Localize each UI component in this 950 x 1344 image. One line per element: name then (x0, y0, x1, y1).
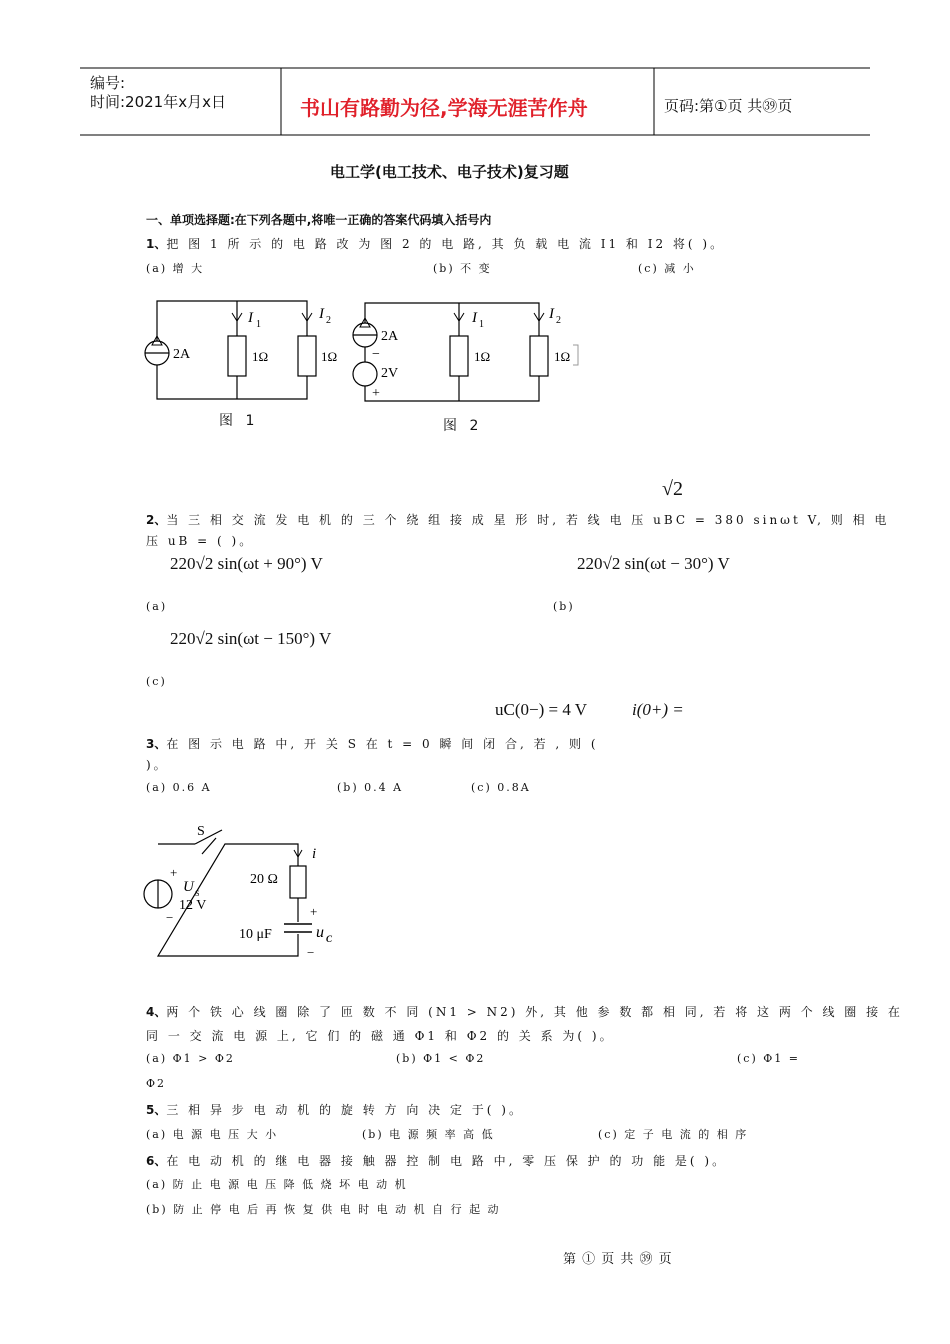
q2-text (146, 511, 889, 528)
q1-figure-1 (140, 295, 350, 405)
q2-number: 2、 (146, 513, 167, 527)
q6-number: 6、 (146, 1154, 167, 1168)
fig2-caption: 图 2 (443, 418, 483, 434)
q4-option-a: (a) Φ1 > Φ2 (146, 1052, 235, 1065)
fig2-source-label: 2A (381, 329, 399, 344)
q6-option-a: (a) 防 止 电 源 电 压 降 低 烧 坏 电 动 机 (146, 1178, 408, 1191)
q3-source-label: U (183, 879, 194, 895)
header-motto: 书山有路勤为径,学海无涯苦作舟 (300, 96, 588, 120)
q1-option-c: (c) 减 小 (638, 262, 696, 275)
q3-uc-label: u (316, 924, 324, 941)
fig1-r2-label: 1Ω (321, 349, 338, 364)
q4-option-c: (c) Φ1 = (737, 1052, 800, 1065)
q4-body: 两 个 铁 心 线 圈 除 了 匝 数 不 同 (N1 > N2) 外, 其 他 参 数 都 相 同, 若 将 这 两 个 线 圈 接 在 (166, 1005, 903, 1019)
q3-text-line2: )。 (146, 758, 169, 772)
q3-source-minus: − (166, 910, 174, 925)
fig1-source-label: 2A (173, 347, 191, 362)
header-page-info: 页码:第①页 共㊴页 (664, 97, 793, 115)
q3-resistor-label: 20 Ω (250, 872, 278, 887)
q5-text (146, 1101, 524, 1118)
q3-cap-plus: + (310, 904, 318, 919)
page-footer: 第 ① 页 共 ㊴ 页 (563, 1252, 673, 1267)
q3-cap-minus: − (307, 945, 315, 960)
q6-text (146, 1152, 727, 1169)
fig1-i1-label: I (248, 310, 253, 326)
q2-label-b: (b) (553, 600, 575, 613)
q4-text (146, 1003, 903, 1020)
q3-number: 3、 (146, 737, 167, 751)
q3-source-plus: + (170, 865, 178, 880)
q2-label-c: (c) (146, 675, 167, 688)
fig2-i1-label: I (472, 310, 477, 326)
fig2-i2-sub: 2 (556, 315, 561, 326)
q3-source-sub: S (195, 889, 200, 898)
q3-option-c: (c) 0.8A (471, 781, 531, 794)
q3-text (146, 735, 599, 752)
doc-code-label: 编号: (90, 74, 126, 92)
q2-formula-a: 220√2 sin(ωt + 90°) V (170, 554, 323, 573)
q1-option-b: (b) 不 变 (433, 262, 492, 275)
fig1-r1-label: 1Ω (252, 349, 269, 364)
q5-option-a: (a) 电 源 电 压 大 小 (146, 1128, 279, 1141)
q6-option-b: (b) 防 止 停 电 后 再 恢 复 供 电 时 电 动 机 自 行 起 动 (146, 1203, 501, 1216)
q3-uc-sub: C (326, 934, 333, 944)
q2-label-a: (a) (146, 600, 168, 613)
fig2-i1-sub: 1 (479, 319, 484, 330)
q1-body: 把 图 1 所 示 的 电 路 改 为 图 2 的 电 路, 其 负 载 电 流 I1 和 I2 将( )。 (166, 237, 726, 251)
q3-option-b: (b) 0.4 A (337, 781, 404, 794)
q4-number: 4、 (146, 1005, 167, 1019)
q2-sqrt-mark: √2 (662, 478, 683, 500)
q1-number: 1、 (146, 237, 167, 251)
q1-option-a: (a) 增 大 (146, 262, 205, 275)
q5-body: 三 相 异 步 电 动 机 的 旋 转 方 向 决 定 于( )。 (166, 1103, 524, 1117)
fig2-i2-label: I (549, 306, 554, 322)
q1-text (146, 235, 725, 252)
fig2-plus: + (372, 386, 380, 401)
section-heading: 一、单项选择题:在下列各题中,将唯一正确的答案代码填入括号内 (146, 213, 492, 227)
fig1-i2-sub: 2 (326, 315, 331, 326)
q3-condition-uc: uC(0−) = 4 V (495, 700, 588, 719)
q5-option-b: (b) 电 源 频 率 高 低 (362, 1128, 495, 1141)
q3-condition-i: i(0+) = (632, 700, 684, 719)
q3-source-volt: 12 V (179, 898, 207, 913)
q3-current-label: i (312, 846, 317, 862)
fig1-i1-sub: 1 (256, 319, 261, 330)
q5-option-c: (c) 定 子 电 流 的 相 序 (598, 1128, 749, 1141)
q2-body: 当 三 相 交 流 发 电 机 的 三 个 绕 组 接 成 星 形 时, 若 线 电 压 uBC = 380 sinωt V, 则 相 电 (166, 513, 890, 527)
q3-option-a: (a) 0.6 A (146, 781, 212, 794)
q5-number: 5、 (146, 1103, 167, 1117)
q3-cap-label: 10 μF (239, 927, 272, 942)
page-title: 电工学(电工技术、电子技术)复习题 (330, 163, 569, 181)
q4-text-line2: 同 一 交 流 电 源 上, 它 们 的 磁 通 Φ1 和 Φ2 的 关 系 为( )。 (146, 1029, 615, 1043)
q3-switch-label: S (197, 824, 205, 839)
doc-time-label: 时间:2021年x月x日 (90, 93, 226, 111)
q2-formula-c: 220√2 sin(ωt − 150°) V (170, 629, 332, 648)
q3-circuit-figure (140, 818, 350, 963)
fig2-r2-label: 1Ω (554, 349, 571, 364)
q2-formula-b: 220√2 sin(ωt − 30°) V (577, 554, 730, 573)
q4-option-b: (b) Φ1 < Φ2 (396, 1052, 486, 1065)
fig2-minus: − (372, 347, 380, 362)
fig1-caption: 图 1 (219, 413, 259, 429)
fig1-i2-label: I (319, 306, 324, 322)
q3-body: 在 图 示 电 路 中, 开 关 S 在 t = 0 瞬 间 闭 合, 若 , 则 ( (166, 737, 599, 751)
q4-option-c-cont: Φ2 (146, 1077, 167, 1090)
q2-text-line2: 压 uB = ( )。 (146, 534, 255, 548)
fig2-source2-label: 2V (381, 366, 399, 381)
q6-body: 在 电 动 机 的 继 电 器 接 触 器 控 制 电 路 中, 零 压 保 护 的 功 能 是( )。 (166, 1154, 728, 1168)
q1-figure-2 (345, 295, 585, 410)
fig2-r1-label: 1Ω (474, 349, 491, 364)
